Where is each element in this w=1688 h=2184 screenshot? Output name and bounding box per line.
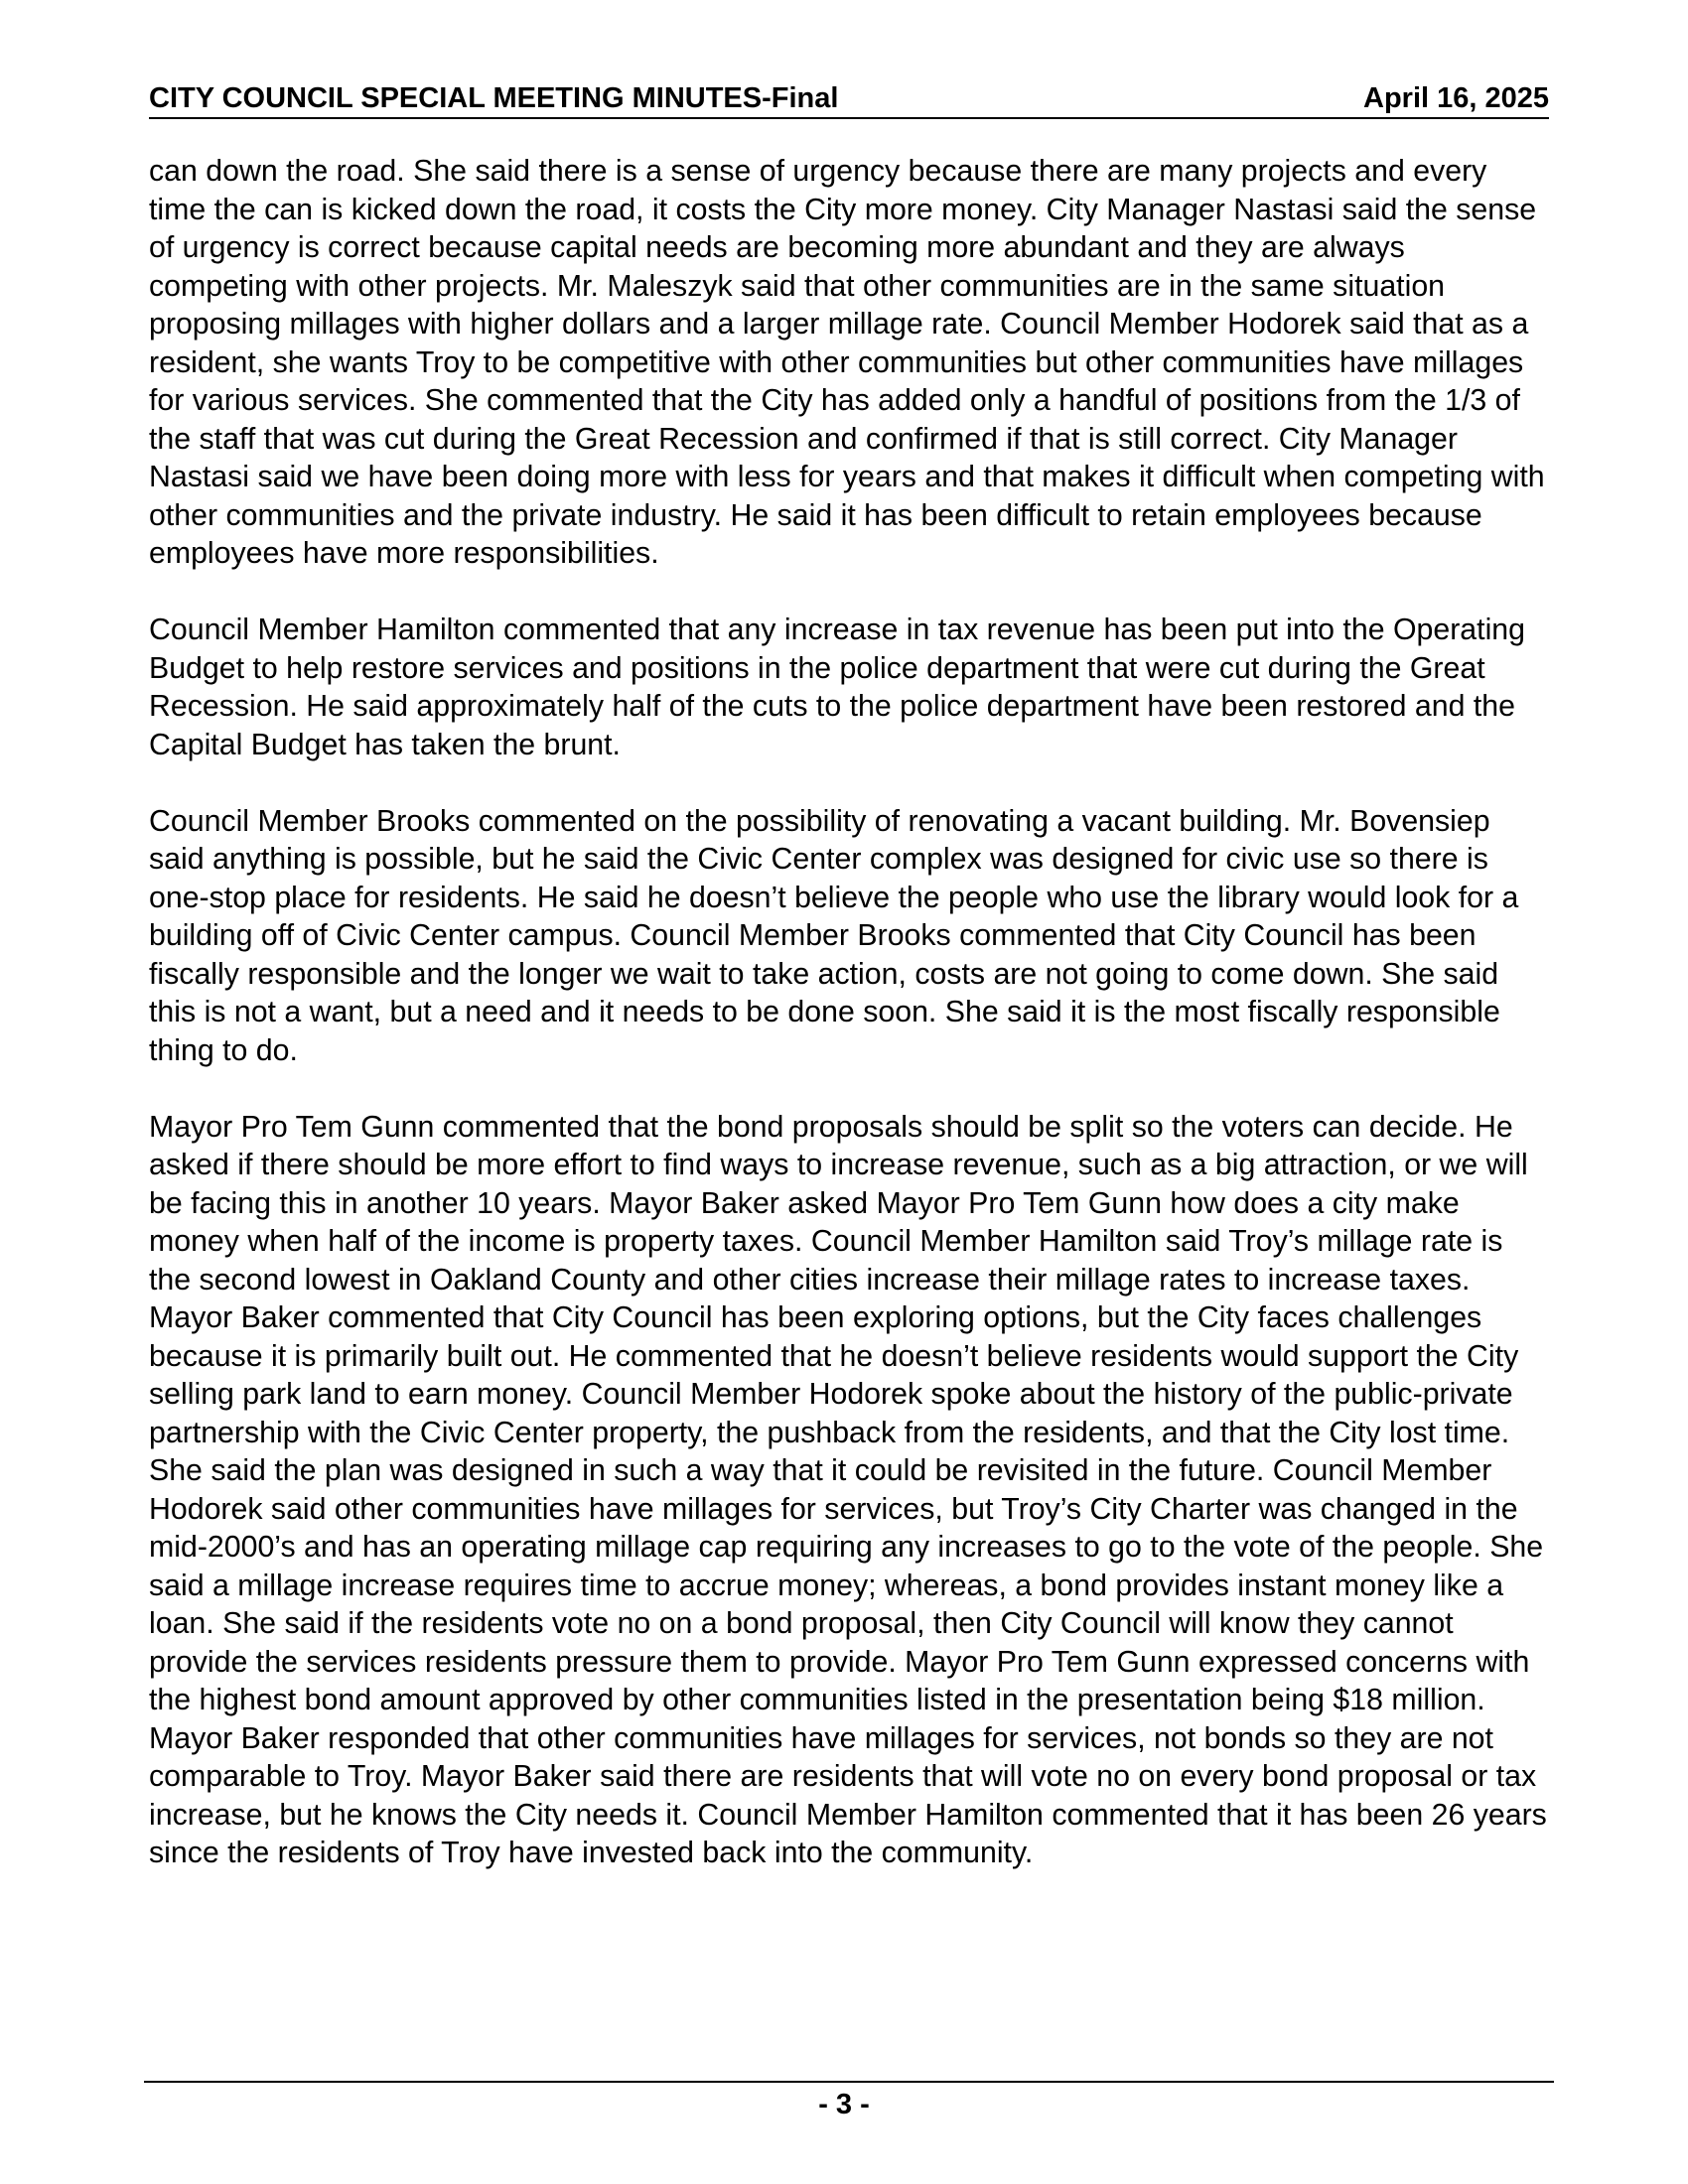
paragraph: Council Member Brooks commented on the possibility of renovating a vacant building. Mr. Bovensiep said anything is possible, but he said the Civic Center complex was designed for civic use so there is one-stop place for residents. He said he doesn’t believe the people who use the library would look for a building off of Civic Center campus. Council Member Brooks commented that City Council has been fiscally responsible and the longer we wait to take action, costs are not going to come down. She said this is not a want, but a need and it needs to be done soon. She said it is the most fiscally responsible thing to do. [149, 804, 1519, 1067]
paragraph: Mayor Pro Tem Gunn commented that the bond proposals should be split so the voters can decide. He asked if there should be more effort to find ways to increase revenue, such as a big attraction, or we will be facing this in another 10 years. Mayor Baker asked Mayor Pro Tem Gunn how does a city make money when half of the income is property taxes. Council Member Hamilton said Troy’s millage rate is the second lowest in Oakland County and other cities increase their millage rates to increase taxes. Mayor Baker commented that City Council has been exploring options, but the City faces challenges because it is primarily built out. He commented that he doesn’t believe residents would support the City selling park land to earn money. Council Member Hodorek spoke about the history of the public-private partnership with the Civic Center property, the pushback from the residents, and that the City lost time. She said the plan was designed in such a way that it could be revisited in the future. Council Member Hodorek said other communities have millages for services, but Troy’s City Charter was changed in the mid-2000’s and has an operating millage cap requiring any increases to go to the vote of the people. She said a millage increase requires time to accrue money; whereas, a bond provides instant money like a loan. She said if the residents vote no on a bond proposal, then City Council will know they cannot provide the services residents pressure them to provide. Mayor Pro Tem Gunn expressed concerns with the highest bond amount approved by other communities listed in the presentation being $18 million. Mayor Baker responded that other communities have millages for services, not bonds so they are not comparable to Troy. Mayor Baker said there are residents that will vote no on every bond proposal or tax increase, but he knows the City needs it. Council Member Hamilton commented that it has been 26 years since the residents of Troy have invested back into the community. [149, 1110, 1547, 1869]
meeting-date: April 16, 2025 [1363, 82, 1549, 114]
paragraph: can down the road. She said there is a sense of urgency because there are many projects and every time the can is kicked down the road, it costs the City more money. City Manager Nastasi said the sense of urgency is correct because capital needs are becoming more abundant and they are always competing with other projects. Mr. Maleszyk said that other communities are in the same situation proposing millages with higher dollars and a larger millage rate. Council Member Hodorek said that as a resident, she wants Troy to be competitive with other communities but other communities have millages for various services. She commented that the City has added only a handful of positions from the 1/3 of the staff that was cut during the Great Recession and confirmed if that is still correct. City Manager Nastasi said we have been doing more with less for years and that makes it difficult when competing with other communities and the private industry. He said it has been difficult to retain employees because employees have more responsibilities. [149, 155, 1545, 570]
document-title: CITY COUNCIL SPECIAL MEETING MINUTES-Final [149, 82, 839, 114]
page-header [149, 79, 1549, 119]
paragraph: Council Member Hamilton commented that any increase in tax revenue has been put into the Operating Budget to help restore services and positions in the police department that were cut during the Great Recession. He said approximately half of the cuts to the police department have been restored and the Capital Budget has taken the brunt. [149, 614, 1526, 761]
footer-divider [144, 2081, 1554, 2083]
page-number: - 3 - [818, 2089, 870, 2120]
minutes-body [149, 153, 1549, 1911]
